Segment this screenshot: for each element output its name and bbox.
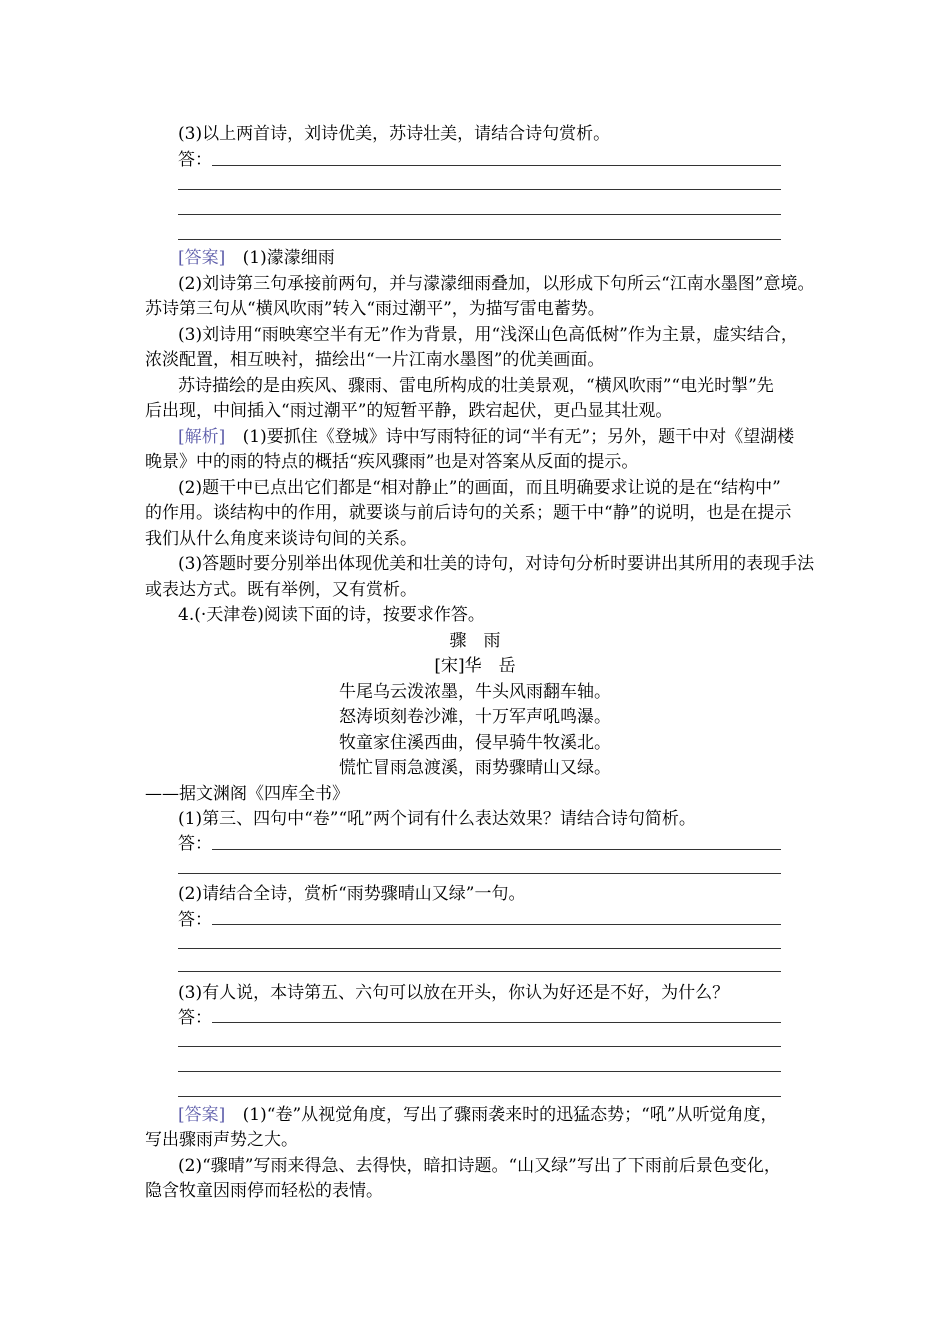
question-4-3: (3)有人说，本诗第五、六句可以放在开头，你认为好还是不好，为什么？ [178,983,730,1003]
answer-line [178,948,781,949]
answer-line [178,239,781,240]
poem-line: 牧童家住溪西曲，侵早骑牛牧溪北。 [339,733,611,753]
analysis-1-part-1: (1)要抓住《登城》诗中写雨特征的词“半有无”；另外，题干中对《望湖楼 [242,427,795,447]
answer-line [178,971,781,972]
answer-line [178,1071,781,1072]
analysis-1-part-1-cont: 晚景》中的雨的特点的概括“疾风骤雨”也是对答案从反面的提示。 [145,452,639,472]
answer-1-part-4: 苏诗描绘的是由疾风、骤雨、雷电所构成的壮美景观，“横风吹雨”“电光时掣”先 [178,376,774,396]
answer-tag: [答案] [178,248,226,268]
question-3-prompt: (3)以上两首诗，刘诗优美，苏诗壮美，请结合诗句赏析。 [178,124,611,144]
answer-1-part-3-cont: 浓淡配置，相互映衬，描绘出“一片江南水墨图”的优美画面。 [145,350,605,370]
analysis-1-part-2-cont: 的作用。谈结构中的作用，就要谈与前后诗句的关系；题干中“静”的说明，也是在提示 [145,503,792,523]
poem-line: 慌忙冒雨急渡溪，雨势骤晴山又绿。 [339,758,611,778]
answer-2-part-2: (2)“骤晴”写雨来得急、去得快，暗扣诗题。“山又绿”写出了下雨前后景色变化， [178,1156,781,1176]
answer-label: 答： [178,834,212,854]
answer-line [178,214,781,215]
answer-2-part-2-cont: 隐含牧童因雨停而轻松的表情。 [145,1181,383,1201]
answer-line [178,873,781,874]
answer-2-part-1: (1)“卷”从视觉角度，写出了骤雨袭来时的迅猛态势；“吼”从听觉角度， [242,1105,778,1125]
answer-2-line [178,1103,778,1127]
answer-line [178,1046,781,1047]
answer-1-part-3: (3)刘诗用“雨映寒空半有无”作为背景，用“浅深山色高低树”作为主景，虚实结合， [178,325,798,345]
answer-label: 答： [178,1008,212,1028]
poem-line: 牛尾乌云泼浓墨，牛头风雨翻车轴。 [339,682,611,702]
answer-line [212,1022,781,1023]
analysis-1-part-2: (2)题干中已点出它们都是“相对静止”的画面，而且明确要求让说的是在“结构中” [178,478,781,498]
poem-title: 骤 雨 [449,631,501,651]
analysis-1-part-3-cont: 或表达方式。既有举例，又有赏析。 [145,580,417,600]
answer-1-part-2: (2)刘诗第三句承接前两句，并与濛濛细雨叠加，以形成下句所云“江南水墨图”意境。 [178,274,815,294]
analysis-1-line [178,425,794,449]
answer-tag: [答案] [178,1105,226,1125]
analysis-tag: [解析] [178,427,226,447]
question-4-1: (1)第三、四句中“卷”“吼”两个词有什么表达效果？请结合诗句简析。 [178,809,696,829]
analysis-1-part-3: (3)答题时要分别举出体现优美和壮美的诗句，对诗句分析时要讲出其所用的表现手法 [178,554,815,574]
answer-line [212,165,781,166]
answer-line [212,924,781,925]
answer-label: 答： [178,910,212,930]
answer-1-part-2-cont: 苏诗第三句从“横风吹雨”转入“雨过潮平”，为描写雷电蓄势。 [145,299,605,319]
analysis-1-part-2-cont2: 我们从什么角度来谈诗句间的关系。 [145,529,417,549]
question-4-2: (2)请结合全诗，赏析“雨势骤晴山又绿”一句。 [178,884,526,904]
poem-source: ——据文渊阁《四库全书》 [145,784,349,804]
answer-line [178,1096,781,1097]
poem-line: 怒涛顷刻卷沙滩，十万军声吼鸣瀑。 [339,707,611,727]
answer-line [178,189,781,190]
answer-2-part-1-cont: 写出骤雨声势之大。 [145,1130,298,1150]
answer-1-part-1: (1)濛濛细雨 [242,248,335,268]
answer-label: 答： [178,150,212,170]
poem-author: [宋]华 岳 [434,656,516,676]
answer-1-part-4-cont: 后出现，中间插入“雨过潮平”的短暂平静，跌宕起伏，更凸显其壮观。 [145,401,673,421]
answer-1-line [178,246,335,270]
question-4-heading: 4.(·天津卷)阅读下面的诗，按要求作答。 [178,605,485,625]
answer-line [212,849,781,850]
